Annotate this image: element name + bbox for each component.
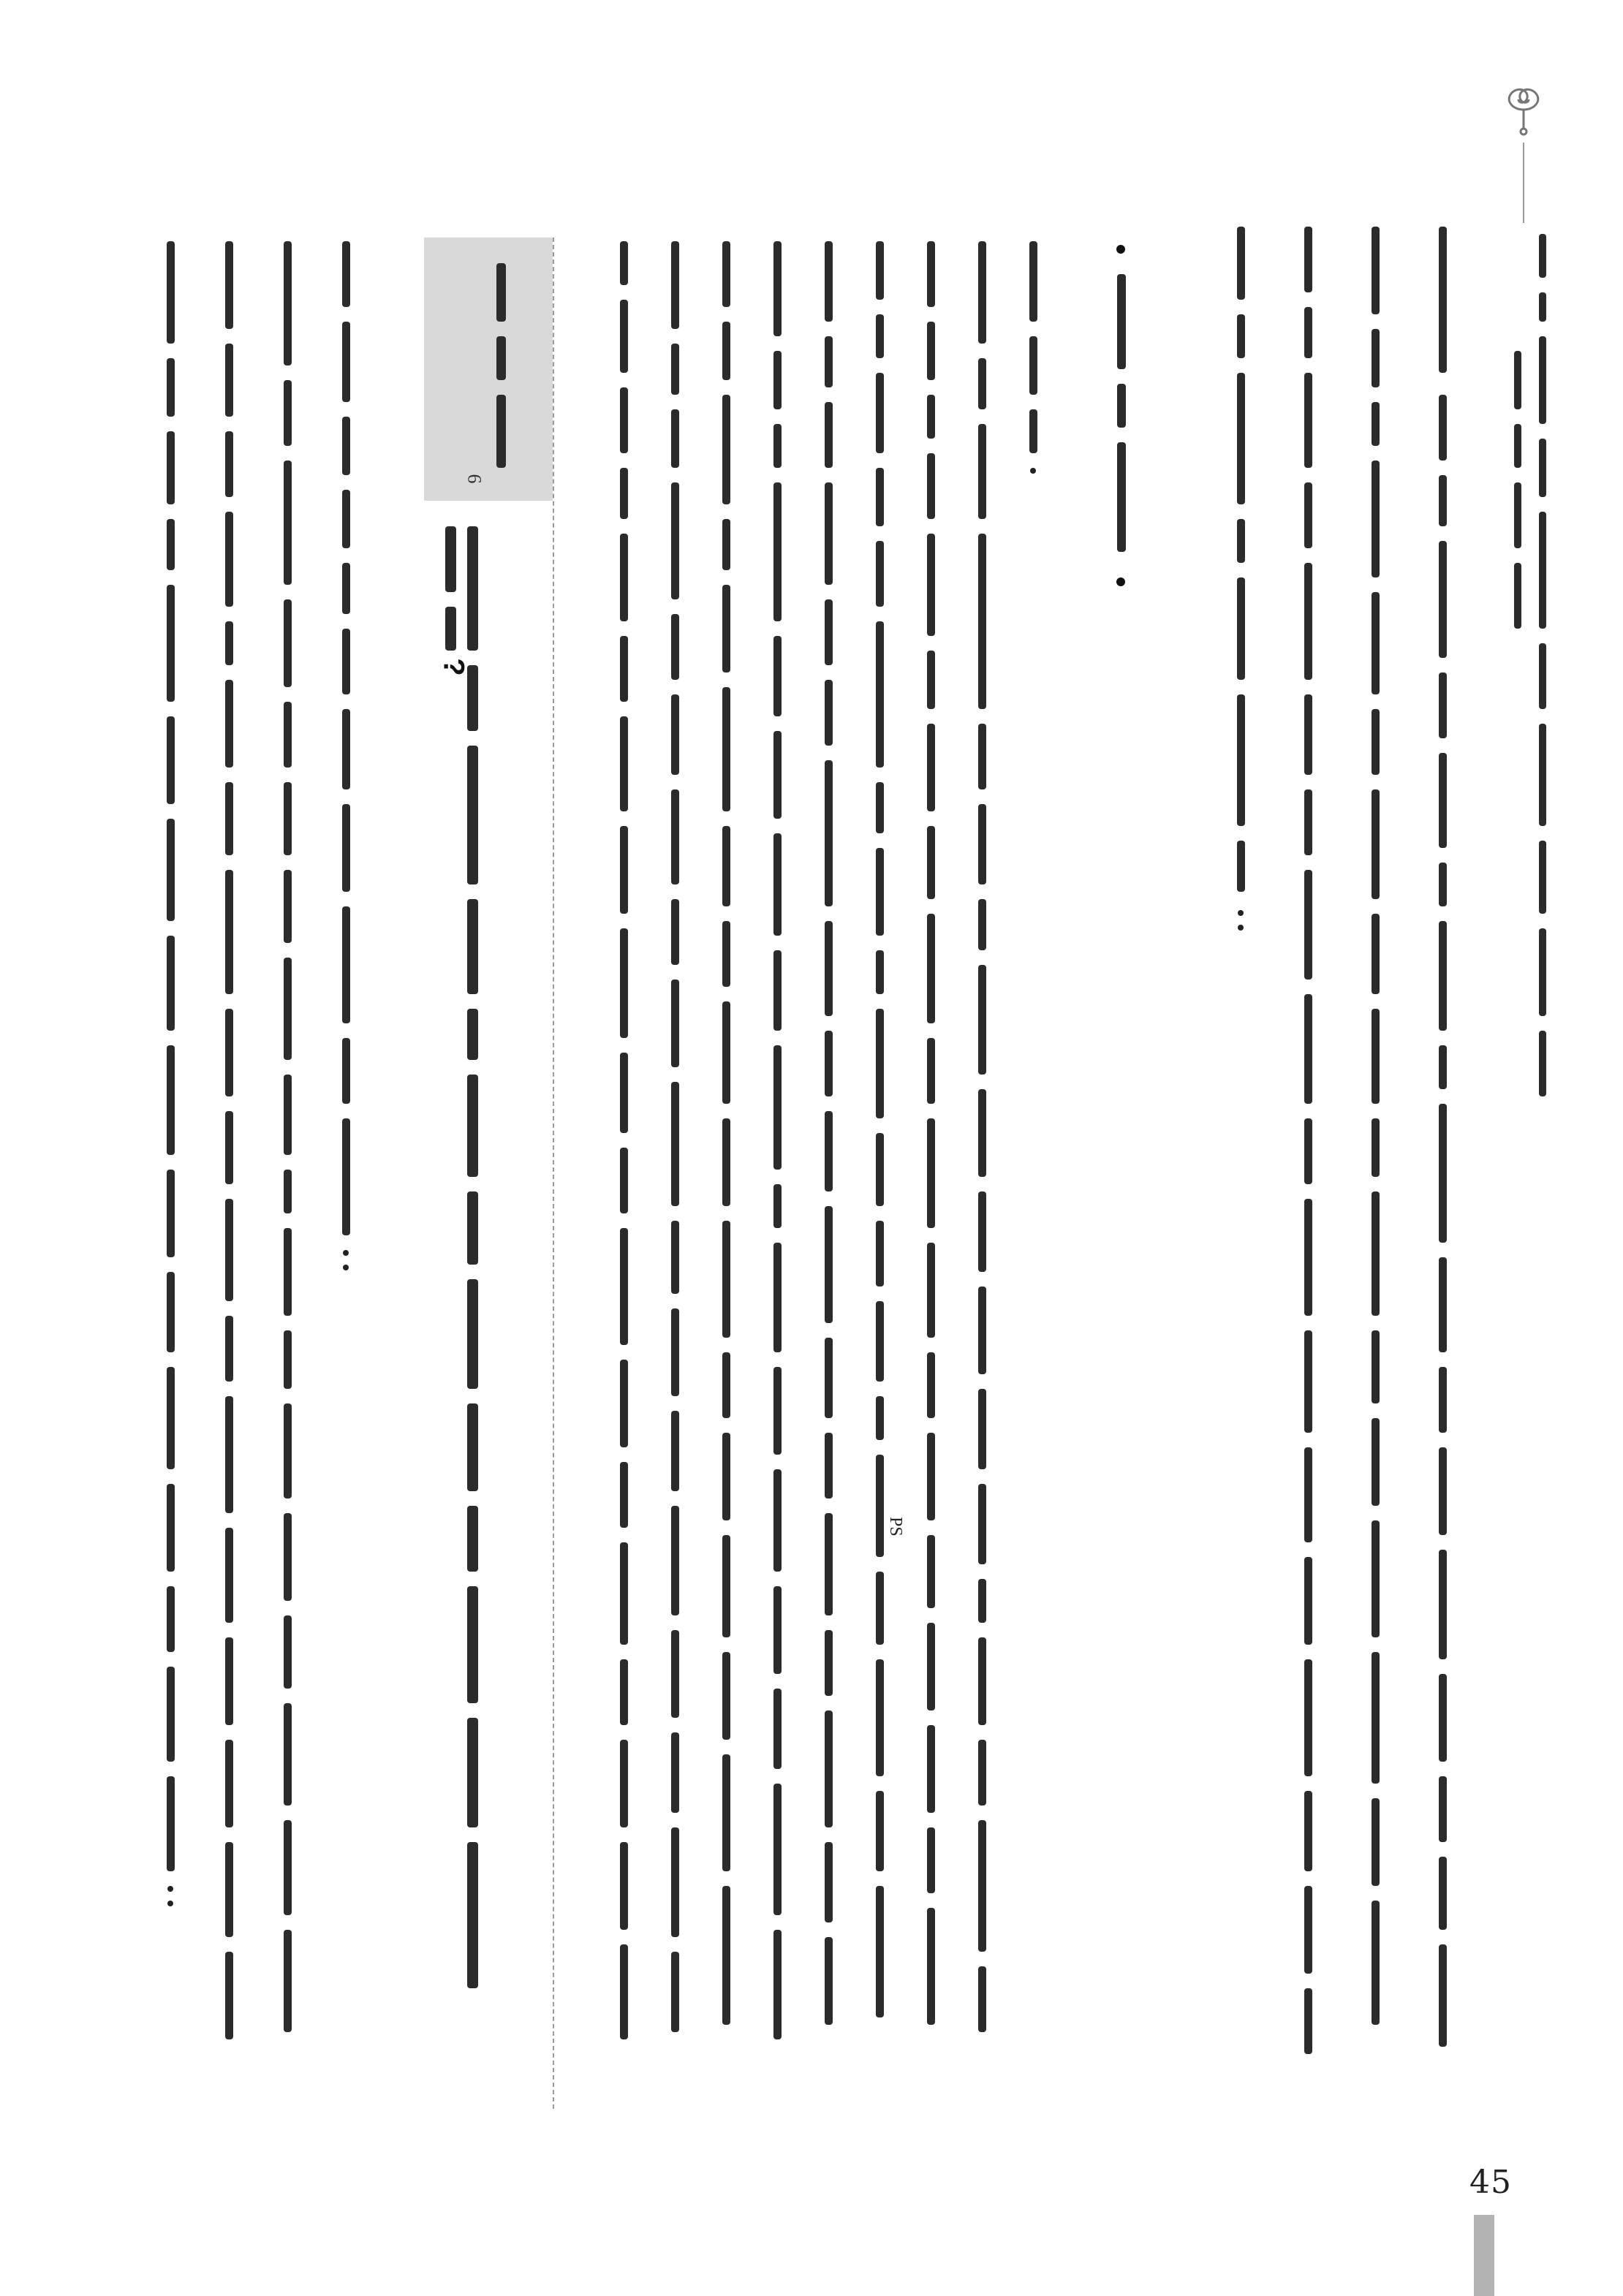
intro-column-3	[1298, 227, 1317, 2098]
body-column-3	[921, 227, 940, 2127]
right-margin-bar	[1474, 2215, 1494, 2296]
answer-column-4	[161, 227, 180, 2127]
body-column-6	[768, 227, 787, 2127]
header-text-column-2	[1510, 351, 1527, 629]
bullet-dot-icon	[1116, 577, 1125, 586]
answer-column-1	[336, 227, 355, 1382]
question-title-column-3	[439, 249, 465, 541]
answer-column-2	[278, 227, 297, 2127]
body-column-5	[819, 227, 838, 2127]
question-title-column-1	[490, 249, 512, 482]
body-block	[585, 227, 1067, 2127]
body-column-4	[870, 227, 889, 2127]
intro-column-1	[1433, 227, 1452, 2098]
answer-paragraph	[161, 227, 395, 2127]
question-title	[439, 249, 526, 2120]
question-divider-dashed	[553, 238, 554, 2109]
answer-column-3	[219, 227, 238, 2127]
intro-column-2	[1366, 227, 1385, 2098]
body-column-7	[716, 227, 735, 2127]
question-number: 6	[464, 474, 485, 484]
header-vertical-rule	[1523, 143, 1524, 223]
header-text-column-1	[1533, 234, 1551, 1170]
running-header	[1466, 66, 1575, 446]
intro-column-4	[1231, 227, 1250, 1016]
body-column-8	[665, 227, 684, 2127]
scroll-ornament-icon	[1483, 66, 1564, 146]
bullet-dot-icon	[1116, 245, 1125, 254]
intro-paragraph	[1184, 227, 1477, 2098]
section-heading	[1102, 245, 1139, 596]
section-heading-text	[1117, 274, 1126, 369]
ps-label: PS	[886, 1517, 905, 1537]
question-mark: ?	[437, 658, 470, 676]
body-column-1	[1024, 227, 1043, 665]
body-column-2	[972, 227, 991, 2127]
body-column-9	[614, 227, 633, 2127]
page-number: 45	[1469, 2164, 1512, 2201]
